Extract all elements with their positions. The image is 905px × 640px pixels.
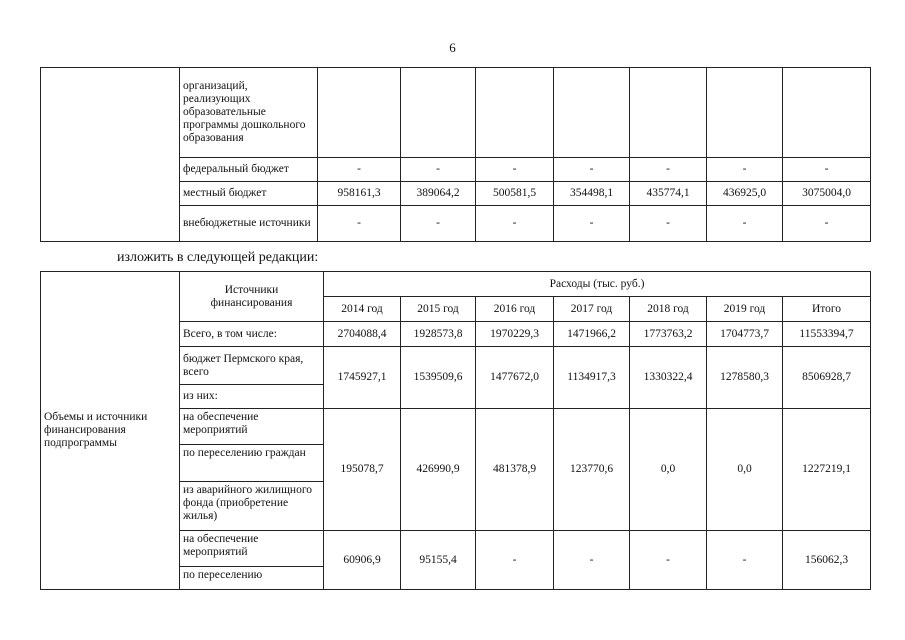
sources-header: Источники финансирования <box>180 272 324 322</box>
year-header: 2019 год <box>707 297 783 322</box>
group2-cell: - <box>707 531 783 590</box>
old-cell <box>707 68 783 158</box>
of-them-label: из них: <box>180 385 324 409</box>
old-row-organizations <box>41 68 871 158</box>
old-cell: - <box>401 158 476 182</box>
page-number: 6 <box>449 40 456 55</box>
total-cell: 1928573,8 <box>401 322 476 347</box>
old-cell: - <box>318 158 401 182</box>
perm-budget-cell: 1278580,3 <box>707 347 783 409</box>
total-cell: 1773763,2 <box>630 322 707 347</box>
year-header: 2016 год <box>476 297 554 322</box>
financing-table <box>40 271 871 590</box>
group2-cell: - <box>554 531 630 590</box>
old-section-cell <box>41 68 180 242</box>
old-cell: - <box>554 158 630 182</box>
old-cell: - <box>707 206 783 242</box>
perm-budget-label: бюджет Пермского края, всего <box>180 347 324 385</box>
group1-cell: 123770,6 <box>554 409 630 531</box>
old-cell: 389064,2 <box>401 182 476 206</box>
perm-budget-cell: 1477672,0 <box>476 347 554 409</box>
old-cell: - <box>476 158 554 182</box>
group1-cell: 195078,7 <box>324 409 401 531</box>
total-row-label: Всего, в том числе: <box>180 322 324 347</box>
perm-budget-cell: 1745927,1 <box>324 347 401 409</box>
perm-budget-cell: 8506928,7 <box>783 347 871 409</box>
old-cell: - <box>401 206 476 242</box>
group2-cell: 156062,3 <box>783 531 871 590</box>
old-row-label: местный бюджет <box>180 182 318 206</box>
year-header: 2015 год <box>401 297 476 322</box>
previous-table <box>40 67 871 242</box>
old-cell: - <box>318 206 401 242</box>
old-row-label: федеральный бюджет <box>180 158 318 182</box>
group1-cell: 1227219,1 <box>783 409 871 531</box>
header-row <box>41 272 871 297</box>
old-cell: 435774,1 <box>630 182 707 206</box>
total-cell: 1704773,7 <box>707 322 783 347</box>
year-header: 2017 год <box>554 297 630 322</box>
amendment-caption: изложить в следующей редакции: <box>117 250 319 265</box>
old-cell: 958161,3 <box>318 182 401 206</box>
old-cell: - <box>630 158 707 182</box>
section-label: Объемы и источники финансирования подпрограммы <box>41 272 180 590</box>
group2-cell: - <box>476 531 554 590</box>
old-cell: - <box>630 206 707 242</box>
year-header: 2014 год <box>324 297 401 322</box>
group2-cell: 60906,9 <box>324 531 401 590</box>
group1-cell: 481378,9 <box>476 409 554 531</box>
total-cell: 1471966,2 <box>554 322 630 347</box>
old-cell: 436925,0 <box>707 182 783 206</box>
group2-cell: 95155,4 <box>401 531 476 590</box>
old-cell <box>783 68 871 158</box>
old-cell: 500581,5 <box>476 182 554 206</box>
group2-label: на обеспечение мероприятий <box>180 531 324 567</box>
old-cell: - <box>554 206 630 242</box>
old-cell <box>554 68 630 158</box>
old-row-label: организаций, реализующих образовательные программы дошкольного образования <box>180 68 318 158</box>
old-cell: - <box>783 158 871 182</box>
old-cell <box>630 68 707 158</box>
group1-label: из аварийного жилищного фонда (приобретение жилья) <box>180 482 324 531</box>
old-cell: 354498,1 <box>554 182 630 206</box>
group1-cell: 426990,9 <box>401 409 476 531</box>
year-header: 2018 год <box>630 297 707 322</box>
old-cell: - <box>783 206 871 242</box>
group1-label: по переселению граждан <box>180 445 324 482</box>
perm-budget-cell: 1134917,3 <box>554 347 630 409</box>
old-cell <box>318 68 401 158</box>
old-cell <box>401 68 476 158</box>
old-cell: 3075004,0 <box>783 182 871 206</box>
total-header: Итого <box>783 297 871 322</box>
perm-budget-cell: 1539509,6 <box>401 347 476 409</box>
total-cell: 1970229,3 <box>476 322 554 347</box>
total-cell: 11553394,7 <box>783 322 871 347</box>
group2-label: по переселению <box>180 567 324 590</box>
group1-cell: 0,0 <box>630 409 707 531</box>
total-cell: 2704088,4 <box>324 322 401 347</box>
group2-cell: - <box>630 531 707 590</box>
old-cell <box>476 68 554 158</box>
perm-budget-cell: 1330322,4 <box>630 347 707 409</box>
old-row-label: внебюджетные источники <box>180 206 318 242</box>
old-cell: - <box>476 206 554 242</box>
group1-cell: 0,0 <box>707 409 783 531</box>
expenses-header: Расходы (тыс. руб.) <box>324 272 871 297</box>
old-cell: - <box>707 158 783 182</box>
group1-label: на обеспечение мероприятий <box>180 409 324 445</box>
